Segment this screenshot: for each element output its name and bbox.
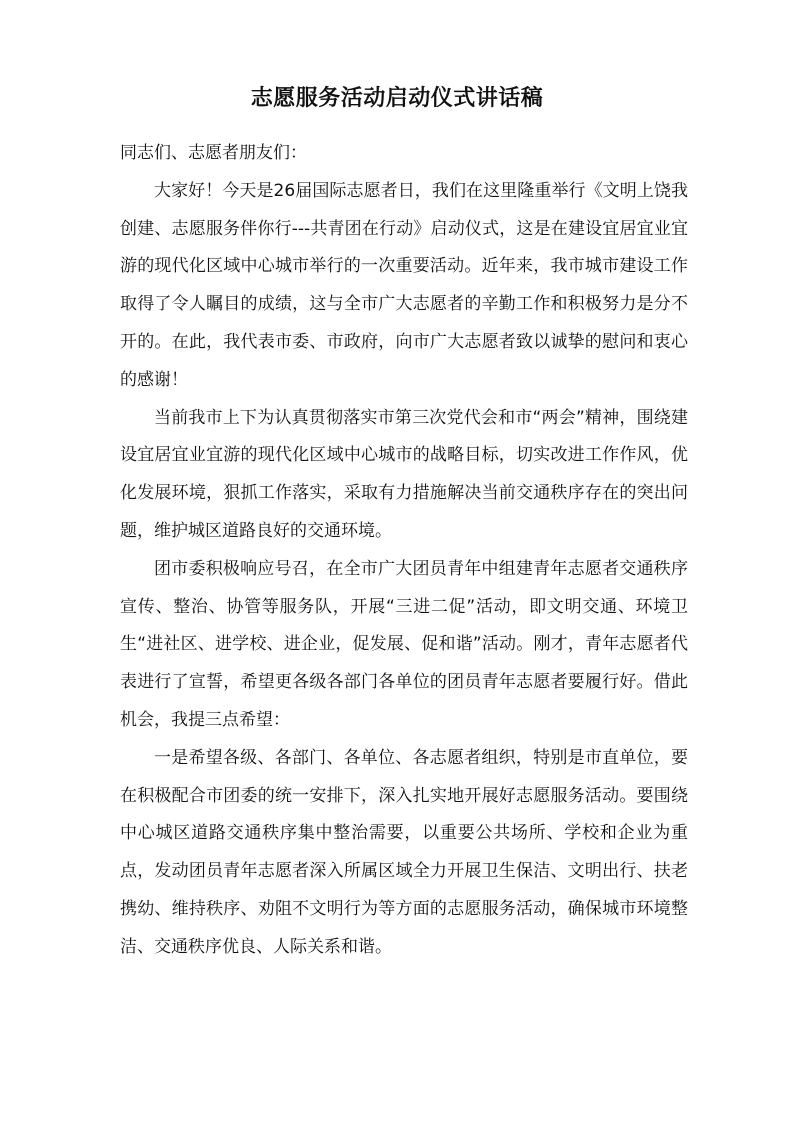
document-body xyxy=(120,135,688,967)
paragraph-2: 当前我市上下为认真贯彻落实市第三次党代会和市“两会”精神，围绕建设宜居宜业宜游的现代化区域中心城市的战略目标，切实改进工作作风，优化发展环境，狠抓工作落实，采取有力措施解决当前交通秩序存在的突出问题，维护城区道路良好的交通环境。 xyxy=(120,407,688,541)
salutation: 同志们、志愿者朋友们： xyxy=(120,143,307,163)
paragraph-3: 团市委积极响应号召，在全市广大团员青年中组建青年志愿者交通秩序宣传、整治、协管等服务队，开展“三进二促”活动，即文明交通、环境卫生“进社区、进学校、进企业，促发展、促和谐”活动。刚才，青年志愿者代表进行了宣誓，希望更各级各部门各单位的团员青年志愿者要履行好。借此机会，我提三点希望： xyxy=(120,558,688,730)
document-title: 志愿服务活动启动仪式讲话稿 xyxy=(250,86,544,111)
paragraph-1: 大家好！今天是26届国际志愿者日，我们在这里隆重举行《文明上饶我创建、志愿服务伴你行---共青团在行动》启动仪式，这是在建设宜居宜业宜游的现代化区域中心城市举行的一次重要活动。近年来，我市城市建设工作取得了令人瞩目的成绩，这与全市广大志愿者的辛勤工作和积极努力是分不开的。在此，我代表市委、市政府，向市广大志愿者致以诚挚的慰问和衷心的感谢！ xyxy=(120,180,688,390)
paragraph-4: 一是希望各级、各部门、各单位、各志愿者组织，特别是市直单位，要在积极配合市团委的统一安排下，深入扎实地开展好志愿服务活动。要围绕中心城区道路交通秩序集中整治需要，以重要公共场所、学校和企业为重点，发动团员青年志愿者深入所属区域全力开展卫生保洁、文明出行、扶老携幼、维持秩序、劝阻不文明行为等方面的志愿服务活动，确保城市环境整洁、交通秩序优良、人际关系和谐。 xyxy=(120,747,688,957)
